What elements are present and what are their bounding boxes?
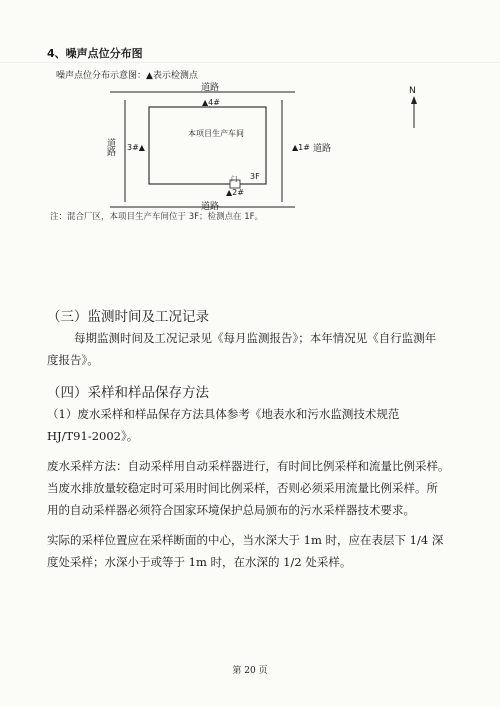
floor-label: 3F <box>250 172 260 181</box>
sampling-p3-line-1: 实际的采样位置应在采样断面的中心，当水深大于 1m 时，应在表层下 1/4 深 <box>47 533 444 547</box>
monitoring-heading: （三）监测时间及工况记录 <box>47 309 209 325</box>
building-label: 本项目生产车间 <box>188 129 244 138</box>
figure-note: 注：混合厂区，本项目生产车间位于 3F；检测点在 1F。 <box>50 212 264 222</box>
page-number: 第 20 页 <box>232 666 268 676</box>
road-label-bottom: 道路 <box>201 202 220 212</box>
road-label-top: 道路 <box>201 83 220 93</box>
sampling-p1-line-2: HJ/T91-2002》。 <box>47 429 139 443</box>
sampling-p3-line-2: 度处采样；水深小于或等于 1m 时，在水深的 1/2 处采样。 <box>47 555 352 569</box>
noise-point-diagram <box>0 0 500 240</box>
figure-caption: 噪声点位分布示意图：▲表示检测点 <box>56 71 198 81</box>
point-1-marker: ▲1# <box>292 143 310 152</box>
north-label: N <box>409 86 416 96</box>
point-3-marker: 3#▲ <box>127 143 145 152</box>
sampling-p2-line-3: 用的自动采样器必须符合国家环境保护总局颁布的污水采样器技术要求。 <box>47 503 415 517</box>
sampling-p2-line-1: 废水采样方法：自动采样用自动采样器进行，有时间比例采样和流量比例采样。 <box>47 459 450 473</box>
building-outline <box>149 107 266 184</box>
monitoring-line-1: 每期监测时间及工况记录见《每月监测报告》；本年情况见《自行监测年 <box>74 331 437 345</box>
north-arrow-head <box>411 96 417 104</box>
monitoring-line-2: 度报告》。 <box>47 353 99 367</box>
section-title: 4、噪声点位分布图 <box>47 47 143 60</box>
road-label-left: 道路 <box>105 138 115 156</box>
road-label-right: 道路 <box>313 144 332 154</box>
sampling-p2-line-2: 当废水排放量较稳定时可采用时间比例采样，否则必须采用流量比例采样。所 <box>47 481 438 495</box>
point-4-marker: ▲4# <box>202 98 220 107</box>
sampling-heading: （四）采样和样品保存方法 <box>47 385 209 401</box>
door-label: 门 <box>231 175 238 183</box>
sampling-p1-line-1: （1）废水采样和样品保存方法具体参考《地表水和污水监测技术规范 <box>47 407 400 421</box>
point-2-marker: ▲2# <box>226 188 244 197</box>
